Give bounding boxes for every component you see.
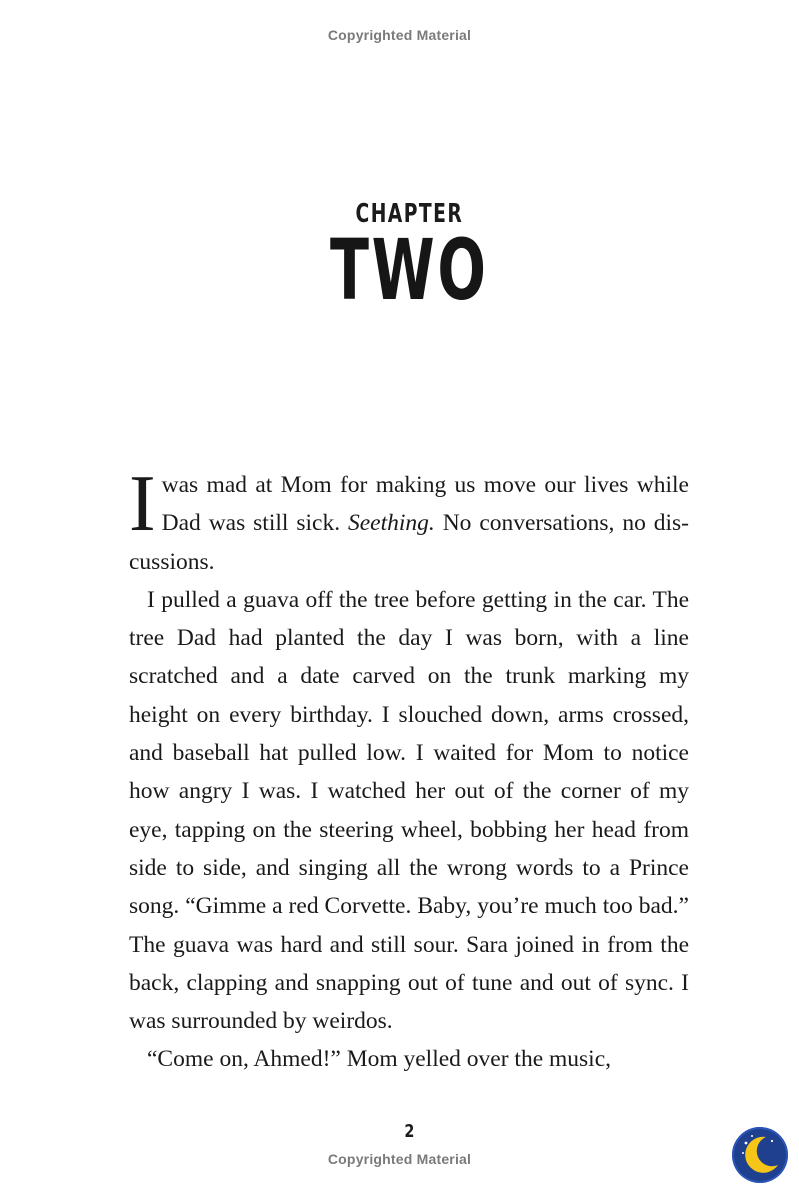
paragraph-3: “Come on, Ahmed!” Mom yelled over the music, — [147, 1046, 612, 1073]
copyright-watermark-top: Copyrighted Material — [327, 27, 472, 43]
page-number: 2 — [404, 1121, 415, 1142]
chapter-body — [129, 460, 689, 1079]
crescent-moon-icon-graphic — [732, 1127, 788, 1183]
crescent-moon-icon[interactable] — [732, 1127, 788, 1183]
paragraph-1 — [129, 460, 689, 581]
paragraph-2: I pulled a guava off the tree before getting in the car. The tree Dad had planted the day I was born, with a line scratched and a date carved on the trunk marking my height on every birthday. I slouched down, arms crossed, and baseball hat pulled low. I waited for Mom to notice how angry I was. I watched her out of the corner of my eye, tapping on the steering wheel, bobbing her head from side to side, and singing all the wrong words to a Prince song. “Gimme a red Corvette. Baby, you’re much too bad.” The guava was hard and still sour. Sara joined in from the back, clapping and snapping out of tune and out of sync. I was surrounded by weirdos. — [129, 586, 689, 1035]
chapter-number: TWO — [329, 221, 489, 319]
paragraph-1-text-b: No conversations, no dis-cussions. — [129, 510, 689, 575]
copyright-watermark-bottom: Copyrighted Material — [327, 1151, 472, 1167]
paragraph-1-text-a: was mad at Mom for making us move our lives while Dad was still sick. — [161, 472, 689, 537]
paragraph-1-emphasis: Seething. — [347, 510, 435, 537]
drop-cap: I — [129, 460, 156, 548]
chapter-label: CHAPTER — [355, 199, 464, 229]
